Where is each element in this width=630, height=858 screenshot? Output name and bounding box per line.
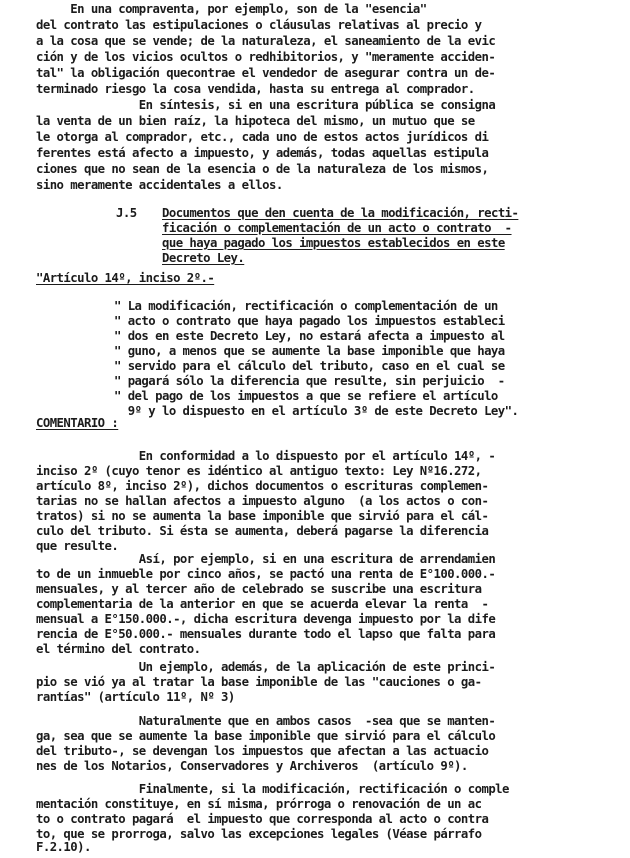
text-line: mensual a E°150.000.-, dicha escritura devenga impuesto por la dife xyxy=(36,612,496,626)
text-line: tarias no se hallan afectos a impuesto alguno (a los actos o con- xyxy=(36,494,489,508)
heading-line: Documentos que den cuenta de la modificación, recti- xyxy=(162,206,519,220)
text-line: Finalmente, si la modificación, rectificación o comple xyxy=(36,782,509,796)
heading-line: ficación o complementación de un acto o contrato - xyxy=(162,221,512,235)
text-line: Un ejemplo, además, de la aplicación de este princi- xyxy=(36,660,496,674)
text-line: Naturalmente que en ambos casos -sea que se manten- xyxy=(36,714,496,728)
text-line: nes de los Notarios, Conservadores y Archiveros (artículo 9º). xyxy=(36,759,468,773)
text-line: mentación constituye, en sí misma, prórroga o renovación de un ac xyxy=(36,797,482,811)
comentario-label: COMENTARIO : xyxy=(36,416,119,430)
text-line: ción y de los vicios ocultos o redhibitorios, y "meramente acciden- xyxy=(36,50,496,64)
text-line: inciso 2º (cuyo tenor es idéntico al antiguo texto: Ley Nº16.272, xyxy=(36,464,482,478)
text-line: to o contrato pagará el impuesto que corresponda al acto o contra xyxy=(36,812,489,826)
text-line: terminado riesgo la cosa vendida, hasta su entrega al comprador. xyxy=(36,82,475,96)
text-line: Así, por ejemplo, si en una escritura de arrendamien xyxy=(36,552,496,566)
text-line: el término del contrato. xyxy=(36,642,201,656)
text-line: culo del tributo. Si ésta se aumenta, deberá pagarse la diferencia xyxy=(36,524,489,538)
text-line: pio se vió ya al tratar la base imponible de las "cauciones o ga- xyxy=(36,675,482,689)
text-line: to, que se prorroga, salvo las excepciones legales (Véase párrafo xyxy=(36,827,482,841)
text-line: artículo 8º, inciso 2º), dichos documentos o escrituras complemen- xyxy=(36,479,489,493)
quote-line: " guno, a menos que se aumente la base imponible que haya xyxy=(114,344,505,358)
quote-line: " dos en este Decreto Ley, no estará afecta a impuesto al xyxy=(114,329,505,343)
text-line: En síntesis, si en una escritura pública se consigna xyxy=(36,98,496,112)
text-line: le otorga al comprador, etc., cada uno de estos actos jurídicos di xyxy=(36,130,489,144)
text-line: En una compraventa, por ejemplo, son de la "esencia" xyxy=(36,2,427,16)
text-line: ga, sea que se aumente la base imponible que sirvió para el cálculo xyxy=(36,729,496,743)
text-line: F.2.10). xyxy=(36,840,91,854)
text-line: del tributo-, se devengan los impuestos que afectan a las actuacio xyxy=(36,744,489,758)
quote-line: " del pago de los impuestos a que se refiere el artículo xyxy=(114,389,498,403)
text-line: mensuales, y al tercer año de celebrado se suscribe una escritura xyxy=(36,582,482,596)
quote-line: " servido para el cálculo del tributo, caso en el cual se xyxy=(114,359,505,373)
quote-line: " La modificación, rectificación o complementación de un xyxy=(114,299,498,313)
text-line: del contrato las estipulaciones o cláusulas relativas al precio y xyxy=(36,18,482,32)
text-line: sino meramente accidentales a ellos. xyxy=(36,178,283,192)
quote-line: " pagará sólo la diferencia que resulte, sin perjuicio - xyxy=(114,374,505,388)
heading-line: Decreto Ley. xyxy=(162,251,245,265)
text-line: rencia de E°50.000.- mensuales durante todo el lapso que falta para xyxy=(36,627,496,641)
text-line: to de un inmueble por cinco años, se pactó una renta de E°100.000.- xyxy=(36,567,496,581)
text-line: la venta de un bien raíz, la hipoteca del mismo, un mutuo que se xyxy=(36,114,475,128)
text-line: a la cosa que se vende; de la naturaleza, el saneamiento de la evic xyxy=(36,34,496,48)
section-number: J.5 xyxy=(116,206,137,220)
heading-line: que haya pagado los impuestos establecidos en este xyxy=(162,236,505,250)
text-line: rantías" (artículo 11º, Nº 3) xyxy=(36,690,235,704)
text-line: que resulte. xyxy=(36,539,119,553)
text-line: complementaria de la anterior en que se acuerda elevar la renta - xyxy=(36,597,489,611)
text-line: tratos) si no se aumenta la base imponible que sirvió para el cál- xyxy=(36,509,489,523)
text-line: ciones que no sean de la esencia o de la naturaleza de los mismos, xyxy=(36,162,489,176)
article-label: "Artículo 14º, inciso 2º.- xyxy=(36,271,215,285)
text-line: ferentes está afecto a impuesto, y además, todas aquellas estipula xyxy=(36,146,489,160)
text-line: En conformidad a lo dispuesto por el artículo 14º, - xyxy=(36,449,496,463)
quote-line: 9º y lo dispuesto en el artículo 3º de este Decreto Ley". xyxy=(114,404,519,418)
text-line: tal" la obligación quecontrae el vendedor de asegurar contra un de- xyxy=(36,66,496,80)
quote-line: " acto o contrato que haya pagado los impuestos estableci xyxy=(114,314,505,328)
